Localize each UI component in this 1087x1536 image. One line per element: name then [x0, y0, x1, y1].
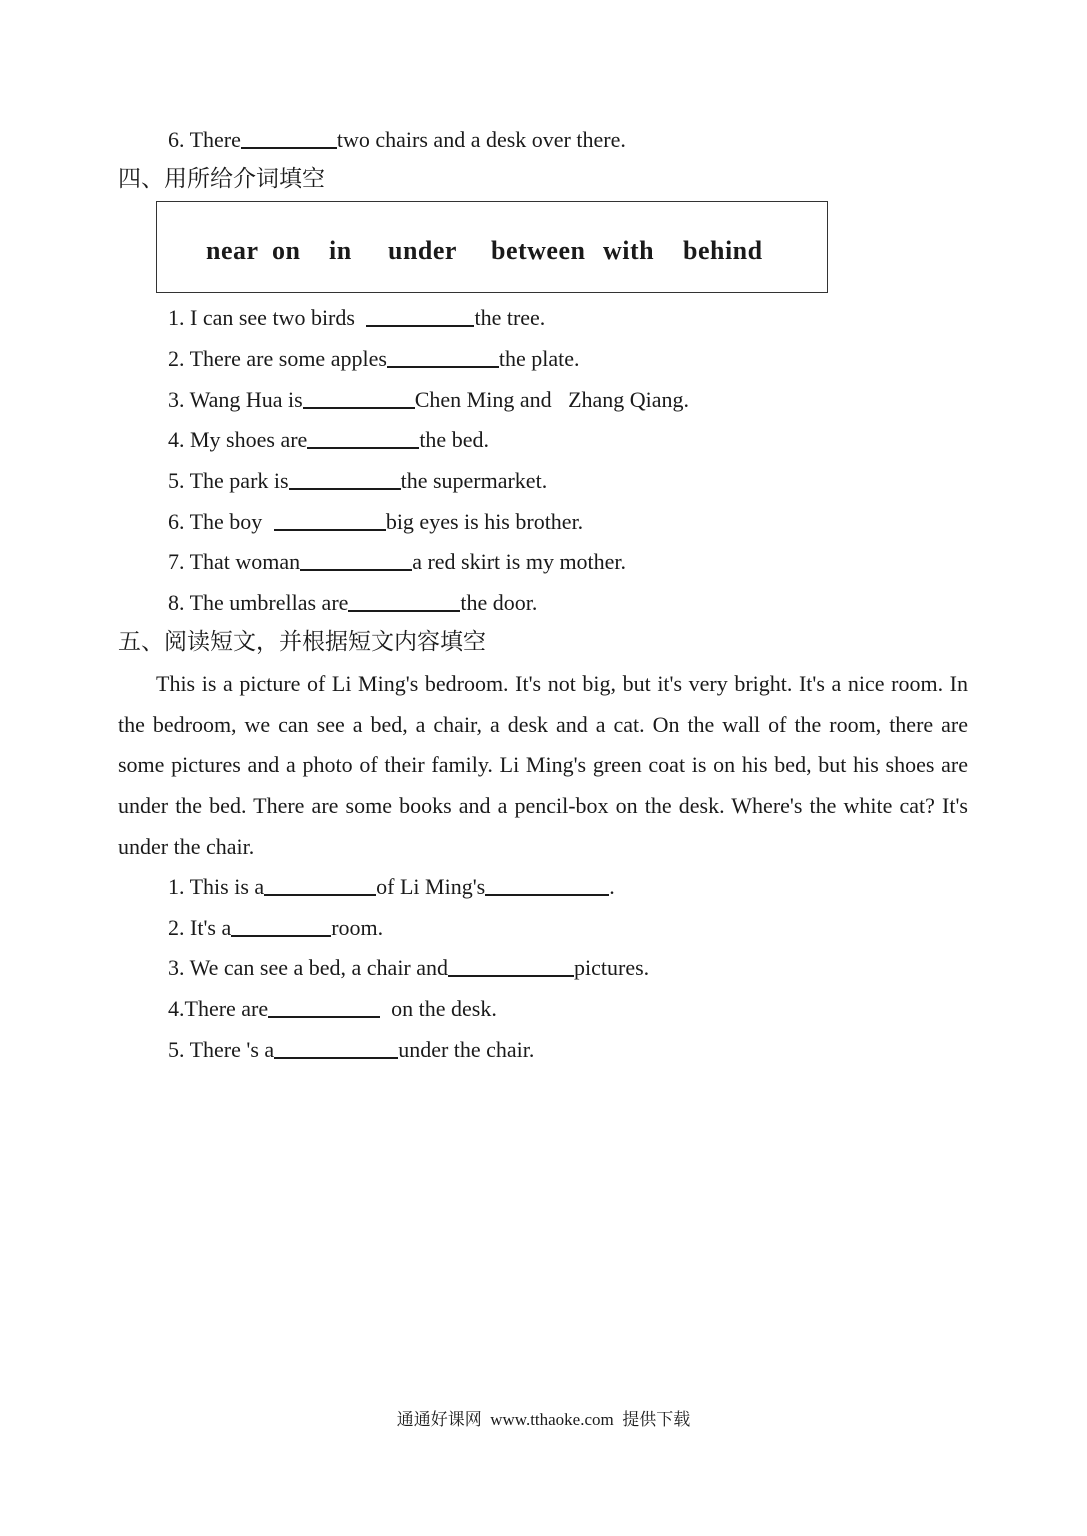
section-4-item: 3. Wang Hua is Chen Ming and Zhang Qiang.: [168, 387, 690, 412]
section-5-question: 2. It's a room.: [168, 915, 384, 940]
word-bank-item: with: [603, 236, 655, 265]
answer-blank[interactable]: [303, 387, 415, 409]
answer-blank[interactable]: [485, 874, 609, 896]
answer-blank[interactable]: [231, 915, 331, 937]
answer-blank[interactable]: [348, 590, 460, 612]
answer-blank[interactable]: [289, 468, 401, 490]
answer-blank[interactable]: [264, 874, 376, 896]
word-bank-item: behind: [683, 236, 763, 265]
footer-site-name: 通通好课网: [396, 1410, 482, 1430]
answer-blank[interactable]: [274, 1037, 398, 1059]
section-4-item: 6. The boy big eyes is his brother.: [168, 509, 584, 534]
section-5-question: 4.There are on the desk.: [168, 996, 497, 1021]
word-bank-item: between: [491, 236, 586, 265]
answer-blank[interactable]: [274, 509, 386, 531]
word-bank-item: under: [388, 236, 457, 265]
section-4-heading: 四、用所给介词填空: [118, 166, 325, 192]
word-bank-box: [156, 201, 828, 293]
word-bank-item: near: [206, 236, 259, 265]
answer-blank[interactable]: [268, 996, 380, 1018]
reading-passage: This is a picture of Li Ming's bedroom. It's not big, but it's very bright. It's a nice room. In the bedroom, we can see a bed, a chair, a desk and a cat. On the wall of the room, there are some pictures and a photo of their family. Li Ming's green coat is on his bed, but his shoes are under the bed. There are some books and a pencil-box on the desk. Where's the white cat? It's under the chair.: [118, 671, 968, 859]
page-footer: [0, 1408, 1087, 1432]
footer-download-text: 提供下载: [622, 1410, 691, 1430]
top-item-6: 6. There two chairs and a desk over there.: [168, 127, 626, 152]
answer-blank[interactable]: [448, 955, 574, 977]
word-bank-item: in: [329, 236, 352, 265]
section-4-item: 1. I can see two birds the tree.: [168, 305, 546, 330]
section-5-question: 1. This is a of Li Ming's .: [168, 874, 615, 899]
section-5-heading: 五、阅读短文，并根据短文内容填空: [118, 629, 486, 655]
word-bank-item: on: [272, 236, 301, 265]
section-4-item: 4. My shoes are the bed.: [168, 427, 489, 452]
footer-url[interactable]: www.tthaoke.com: [490, 1410, 614, 1429]
answer-blank[interactable]: [366, 305, 474, 327]
section-5-question: 5. There 's a under the chair.: [168, 1037, 535, 1062]
answer-blank[interactable]: [300, 549, 412, 571]
section-5-question: 3. We can see a bed, a chair and pictures.: [168, 955, 650, 980]
answer-blank[interactable]: [307, 427, 419, 449]
section-4-item: 8. The umbrellas are the door.: [168, 590, 538, 615]
section-4-item: 2. There are some apples the plate.: [168, 346, 580, 371]
answer-blank[interactable]: [387, 346, 499, 368]
section-4-item: 7. That woman a red skirt is my mother.: [168, 549, 627, 574]
section-4-item: 5. The park is the supermarket.: [168, 468, 548, 493]
answer-blank[interactable]: [241, 127, 337, 149]
